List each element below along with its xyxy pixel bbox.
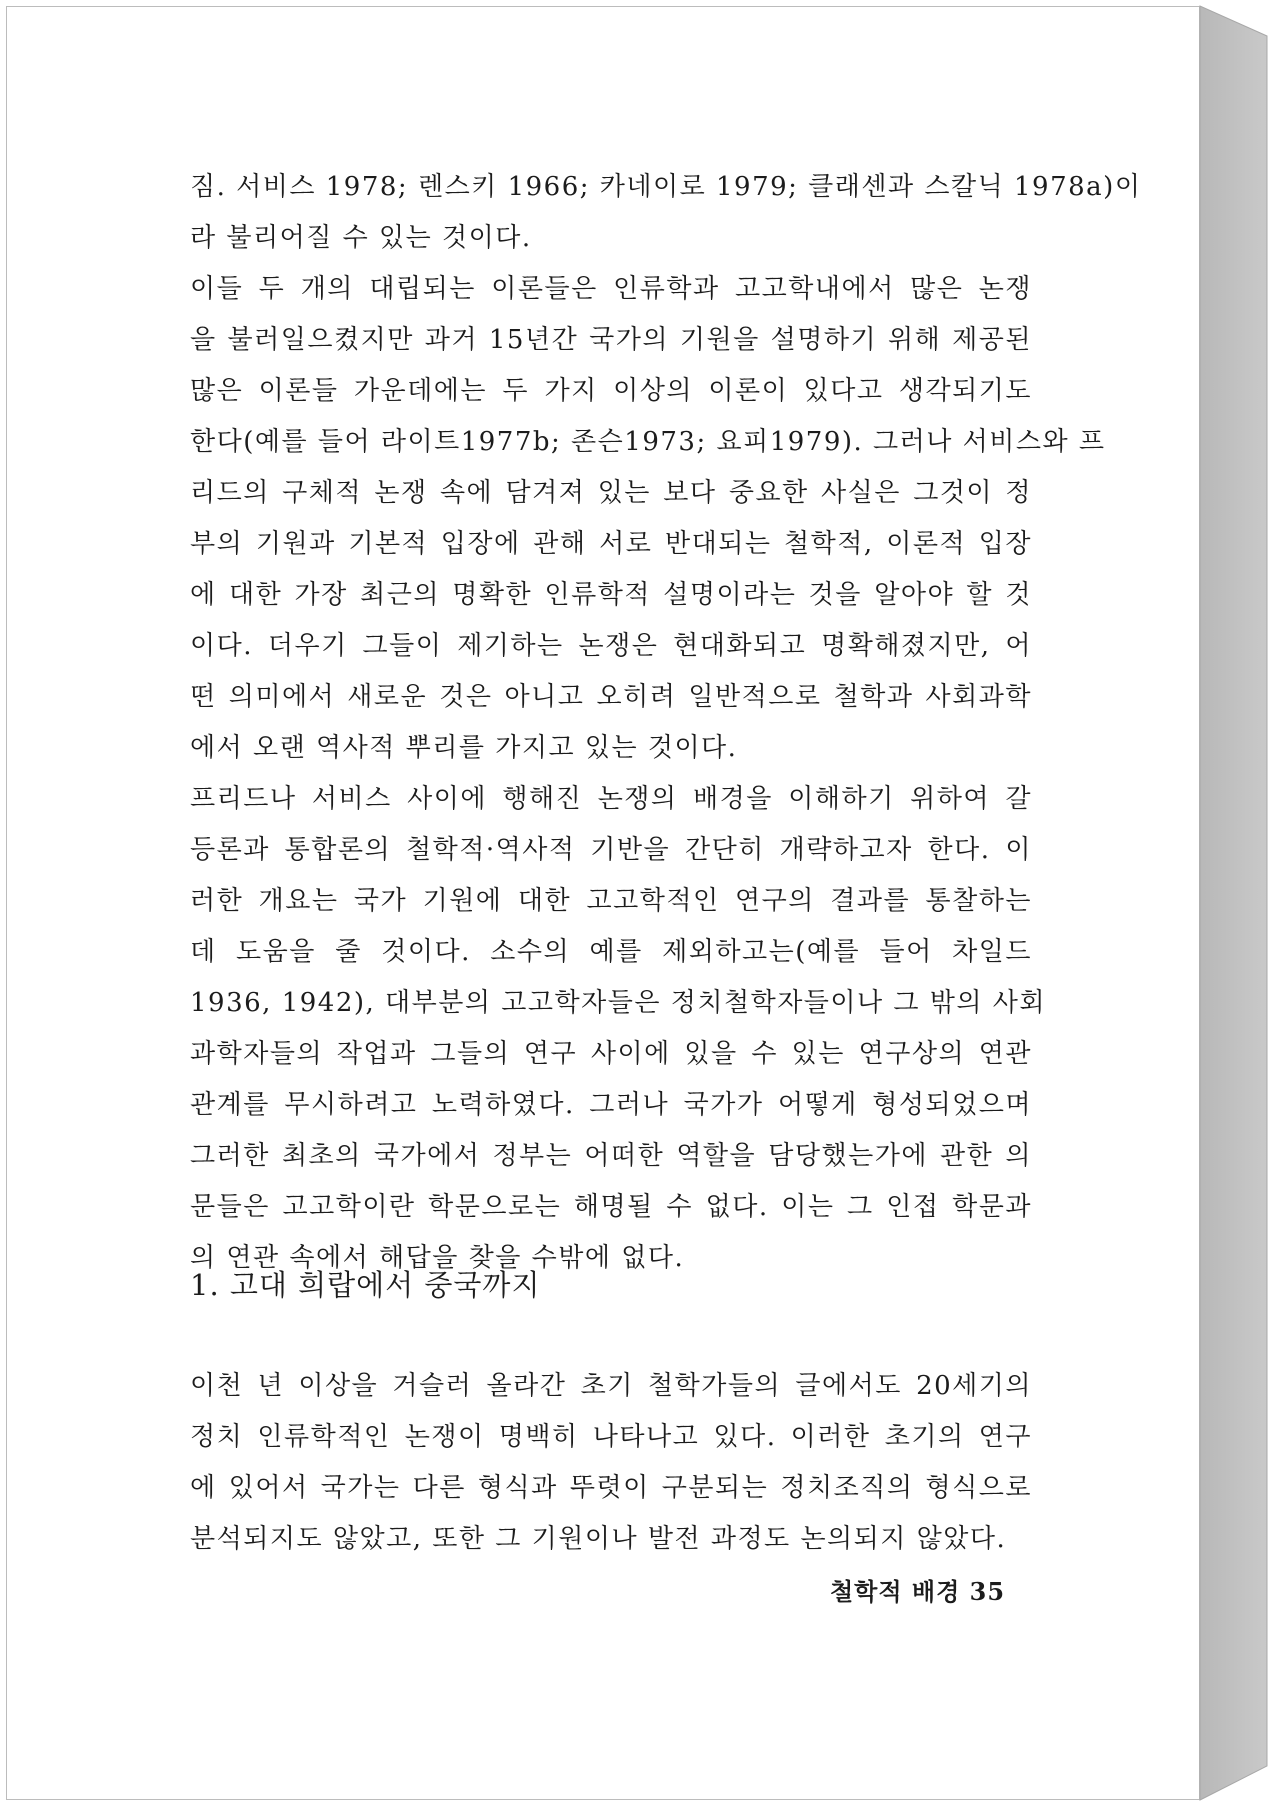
text-line: 의 연관 속에서 해답을 찾을 수밖에 없다. (190, 1243, 685, 1273)
text-line: 등론과 통합론의 철학적·역사적 기반을 간단히 개략하고자 한다. 이 (190, 835, 1032, 865)
text-line: 한다(예를 들어 라이트1977b; 존슨1973; 요피1979). 그러나 서비스와 프 (190, 427, 1106, 457)
text-line: 데 도움을 줄 것이다. 소수의 예를 제외하고는(예를 들어 차일드 (190, 937, 1032, 967)
text-line: 이들 두 개의 대립되는 이론들은 인류학과 고고학내에서 많은 논쟁 (190, 274, 1032, 304)
text-line: 이다. 더우기 그들이 제기하는 논쟁은 현대화되고 명확해졌지만, 어 (190, 631, 1032, 661)
body-text-block-2 (190, 1361, 1032, 1565)
text-line: 러한 개요는 국가 기원에 대한 고고학적인 연구의 결과를 통찰하는 (190, 886, 1032, 916)
section-heading: 1. 고대 희랍에서 중국까지 (190, 1268, 541, 1302)
text-line: 에 대한 가장 최근의 명확한 인류학적 설명이라는 것을 알아야 할 것 (190, 580, 1032, 610)
text-line: 리드의 구체적 논쟁 속에 담겨져 있는 보다 중요한 사실은 그것이 정 (190, 478, 1032, 508)
text-line: 과학자들의 작업과 그들의 연구 사이에 있을 수 있는 연구상의 연관 (190, 1039, 1032, 1069)
book-side-edge (1200, 6, 1267, 1800)
text-line: 문들은 고고학이란 학문으로는 해명될 수 없다. 이는 그 인접 학문과 (190, 1192, 1032, 1222)
text-line: 많은 이론들 가운데에는 두 가지 이상의 이론이 있다고 생각되기도 (190, 376, 1032, 406)
text-line: 그러한 최초의 국가에서 정부는 어떠한 역할을 담당했는가에 관한 의 (190, 1141, 1032, 1171)
running-footer-page-number: 철학적 배경 35 (830, 1577, 1006, 1606)
text-line: 1936, 1942), 대부분의 고고학자들은 정치철학자들이나 그 밖의 사회 (190, 988, 1047, 1018)
text-line: 에 있어서 국가는 다른 형식과 뚜렷이 구분되는 정치조직의 형식으로 (190, 1473, 1032, 1503)
text-line: 프리드나 서비스 사이에 행해진 논쟁의 배경을 이해하기 위하여 갈 (190, 784, 1032, 814)
text-line: 을 불러일으켰지만 과거 15년간 국가의 기원을 설명하기 위해 제공된 (190, 325, 1032, 355)
text-line: 라 불리어질 수 있는 것이다. (190, 223, 532, 253)
body-text-block-1 (190, 162, 1142, 1284)
text-line: 에서 오랜 역사적 뿌리를 가지고 있는 것이다. (190, 733, 738, 763)
text-line: 부의 기원과 기본적 입장에 관해 서로 반대되는 철학적, 이론적 입장 (190, 529, 1032, 559)
text-line: 떤 의미에서 새로운 것은 아니고 오히려 일반적으로 철학과 사회과학 (190, 682, 1032, 712)
text-line: 이천 년 이상을 거슬러 올라간 초기 철학가들의 글에서도 20세기의 (190, 1371, 1032, 1401)
text-line: 분석되지도 않았고, 또한 그 기원이나 발전 과정도 논의되지 않았다. (190, 1524, 1007, 1554)
text-line: 관계를 무시하려고 노력하였다. 그러나 국가가 어떻게 형성되었으며 (190, 1090, 1032, 1120)
text-line: 짐. 서비스 1978; 렌스키 1966; 카네이로 1979; 클래센과 스칼닉 1978a)이 (190, 172, 1142, 202)
text-line: 정치 인류학적인 논쟁이 명백히 나타나고 있다. 이러한 초기의 연구 (190, 1422, 1032, 1452)
